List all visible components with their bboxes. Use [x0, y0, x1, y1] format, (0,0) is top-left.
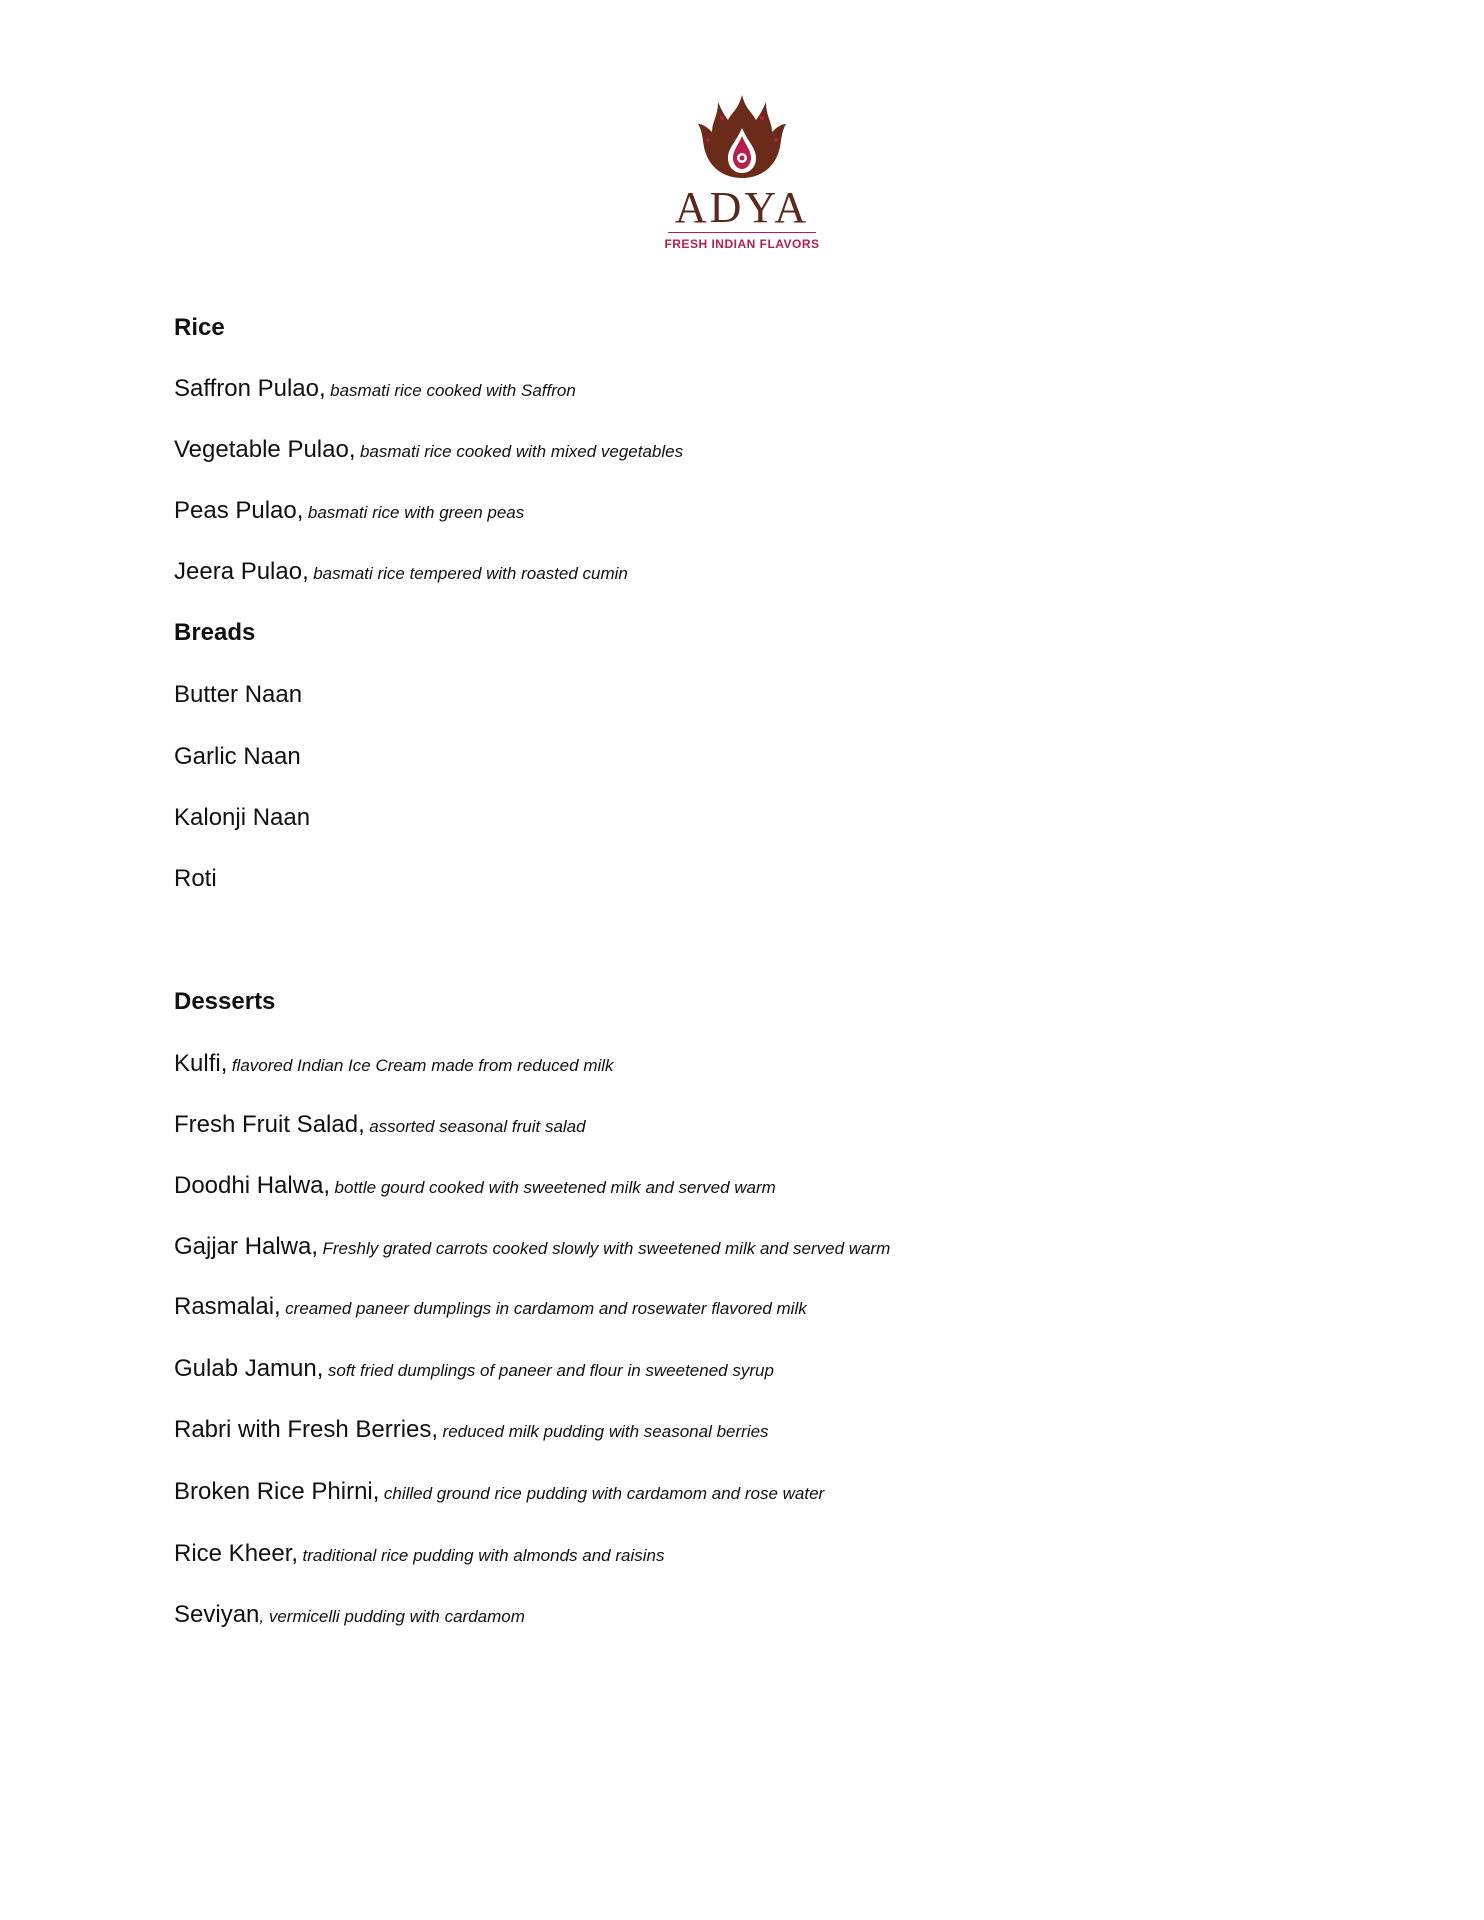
item-description: , vermicelli pudding with cardamom — [259, 1607, 525, 1626]
menu-item — [174, 1355, 774, 1383]
item-name: Peas Pulao, — [174, 497, 304, 524]
menu-item — [174, 436, 683, 464]
item-description: assorted seasonal fruit salad — [369, 1117, 586, 1136]
menu-item — [174, 804, 310, 832]
item-name: Fresh Fruit Salad, — [174, 1111, 365, 1138]
item-description: creamed paneer dumplings in cardamom and rosewater flavored milk — [285, 1299, 807, 1318]
menu-item — [174, 558, 628, 586]
menu-item — [174, 1111, 586, 1139]
item-description: reduced milk pudding with seasonal berries — [442, 1422, 769, 1441]
menu-item — [174, 1416, 769, 1444]
item-description: Freshly grated carrots cooked slowly with sweetened milk and served warm — [322, 1239, 891, 1258]
logo-brand: ADYA — [674, 183, 810, 232]
menu-item — [174, 1540, 664, 1568]
menu-item — [174, 743, 301, 771]
menu-item — [174, 497, 524, 525]
item-description: basmati rice cooked with Saffron — [330, 381, 576, 400]
item-name: Butter Naan — [174, 681, 303, 708]
item-name: Doodhi Halwa, — [174, 1172, 331, 1199]
menu-item — [174, 1233, 890, 1261]
item-name: Roti — [174, 865, 217, 892]
item-description: chilled ground rice pudding with cardamom and rose water — [383, 1484, 825, 1503]
menu-item — [174, 1050, 614, 1078]
menu-item — [174, 1478, 824, 1506]
item-name: Gajjar Halwa, — [174, 1233, 319, 1260]
item-description: basmati rice tempered with roasted cumin — [313, 564, 628, 583]
section-heading-breads: Breads — [174, 619, 256, 646]
item-name: Kulfi, — [174, 1050, 228, 1077]
item-description: soft fried dumplings of paneer and flour in sweetened syrup — [327, 1361, 774, 1380]
menu-item — [174, 375, 576, 403]
item-name: Rabri with Fresh Berries, — [174, 1416, 439, 1443]
section-heading-desserts: Desserts — [174, 988, 276, 1015]
item-name: Vegetable Pulao, — [174, 436, 356, 463]
menu-item — [174, 865, 217, 893]
item-description: bottle gourd cooked with sweetened milk and served warm — [334, 1178, 776, 1197]
item-name: Rice Kheer, — [174, 1540, 299, 1567]
item-name: Gulab Jamun, — [174, 1355, 324, 1382]
item-name: Jeera Pulao, — [174, 558, 309, 585]
item-name: Kalonji Naan — [174, 804, 311, 831]
menu-item — [174, 681, 302, 709]
item-description: flavored Indian Ice Cream made from reduced milk — [231, 1056, 614, 1075]
item-name: Garlic Naan — [174, 743, 301, 770]
logo-divider — [668, 232, 816, 233]
menu-item — [174, 1172, 776, 1200]
section-heading-rice: Rice — [174, 314, 225, 341]
menu-item — [174, 1293, 807, 1321]
item-description: traditional rice pudding with almonds and raisins — [302, 1546, 665, 1565]
item-name: Rasmalai, — [174, 1293, 281, 1320]
menu-item — [174, 1601, 525, 1629]
item-name: Seviyan — [174, 1601, 260, 1628]
flame-drop-icon — [662, 90, 822, 260]
logo-tagline: FRESH INDIAN FLAVORS — [664, 237, 820, 251]
item-description: basmati rice with green peas — [307, 503, 525, 522]
item-description: basmati rice cooked with mixed vegetables — [359, 442, 684, 461]
adya-logo — [662, 90, 822, 260]
item-name: Broken Rice Phirni, — [174, 1478, 380, 1505]
item-name: Saffron Pulao, — [174, 375, 326, 402]
